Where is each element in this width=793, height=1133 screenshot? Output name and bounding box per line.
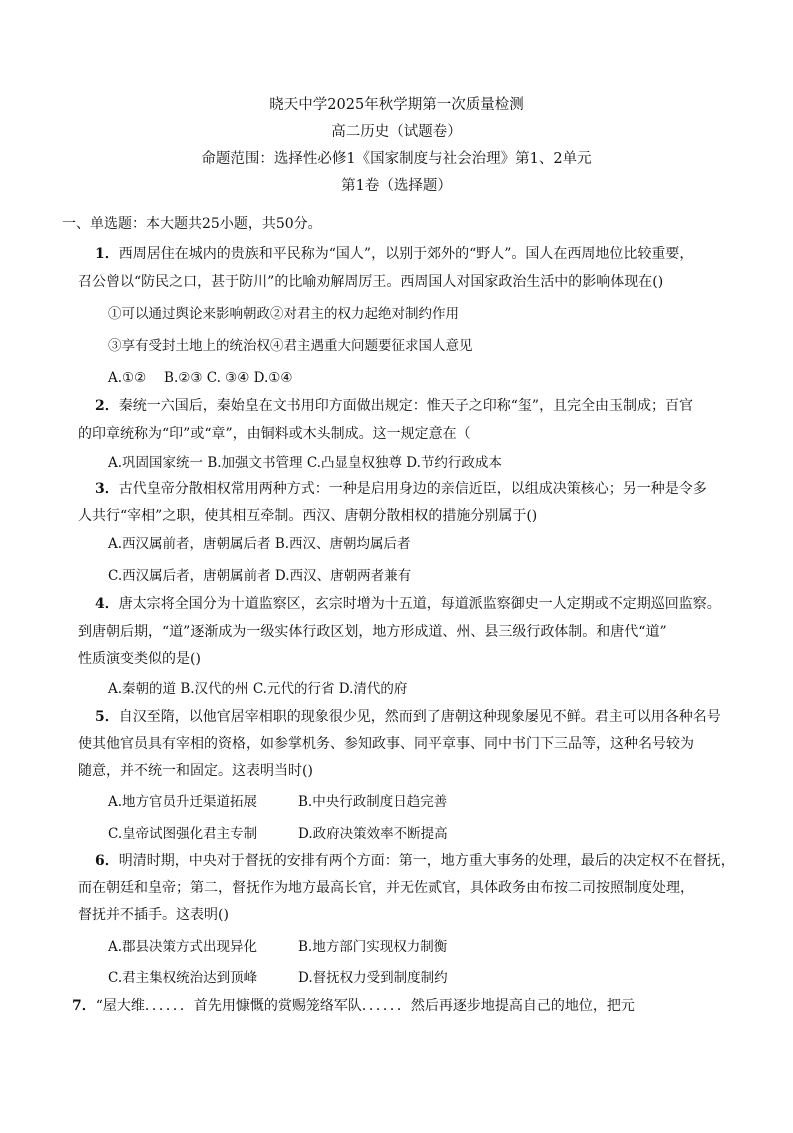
question-6-option-c: C.君主集权统治达到顶峰 <box>108 970 258 986</box>
question-6-option-b: B.地方部门实现权力制衡 <box>298 939 448 955</box>
question-number: 3． <box>95 481 119 497</box>
question-3-line-1: 3．古代皇帝分散相权常用两种方式：一种是启用身边的亲信近臣，以组成决策核心；另一种是令多 <box>95 481 707 497</box>
question-4-line-2: 到唐朝后期，“道”逐渐成为一级实体行政区划，地方形成道、州、县三级行政体制。和唐代“道” <box>78 624 667 640</box>
question-4-line-1: 4．唐太宗将全国分为十道监察区，玄宗时增为十五道，每道派监察御史一人定期或不定期巡回监察。 <box>95 596 721 612</box>
question-6-line-3: 督抚并不插手。这表明() <box>78 907 229 923</box>
question-number: 6． <box>95 853 119 869</box>
question-7-line-1: 7．“屋大维．．．．．．首先用慷慨的赏赐笼络军队．．．．．．然后再逐步地提高自己的地位，把元 <box>72 998 635 1014</box>
section-title: 一、单选题：本大题共25小题，共50分。 <box>62 216 322 232</box>
question-6-option-d: D.督抚权力受到制度制约 <box>298 970 448 986</box>
question-1-statements-1: ①可以通过舆论来影响朝政②对君主的权力起绝对制约作用 <box>108 306 459 322</box>
question-5-option-a: A.地方官员升迁渠道拓展 <box>108 794 258 810</box>
question-number: 7． <box>72 998 96 1014</box>
question-6-line-2: 而在朝廷和皇帝；第二，督抚作为地方最高长官，并无佐贰官，具体政务由布按二司按照制度处理， <box>78 880 694 896</box>
question-6-line-1: 6．明清时期，中央对于督抚的安排有两个方面：第一，地方重大事务的处理，最后的决定权不在督抚， <box>95 853 735 869</box>
question-4-options: A.秦朝的道 B.汉代的州 C.元代的行省 D.清代的府 <box>108 681 408 697</box>
subject-title: 高二历史（试题卷） <box>331 124 462 140</box>
question-number: 5． <box>95 709 119 725</box>
scope-line: 命题范围：选择性必修1《国家制度与社会治理》第1、2单元 <box>201 151 592 167</box>
question-3-line-2: 人共行“宰相”之职，使其相互牵制。西汉、唐朝分散相权的措施分别属于() <box>78 508 538 524</box>
question-5-option-d: D.政府决策效率不断提高 <box>298 826 448 842</box>
question-6-option-a: A.郡县决策方式出现异化 <box>108 939 258 955</box>
question-4-line-3: 性质演变类似的是() <box>78 651 201 667</box>
question-2-options: A.巩固国家统一 B.加强文书管理 C.凸显皇权独尊 D.节约行政成本 <box>108 455 502 471</box>
question-1-line-1: 1．西周居住在城内的贵族和平民称为“国人”，以别于郊外的“野人”。国人在西周地位比较重要， <box>95 246 694 262</box>
question-5-option-c: C.皇帝试图强化君主专制 <box>108 826 258 842</box>
question-5-line-3: 随意，并不统一和固定。这表明当时() <box>78 763 313 779</box>
school-title: 晓天中学2025年秋学期第一次质量检测 <box>269 97 524 113</box>
question-5-line-1: 5．自汉至隋，以他官居宰相职的现象很少见，然而到了唐朝这种现象屡见不鲜。君主可以用各种名号 <box>95 709 721 725</box>
question-3-options-2: C.西汉属后者，唐朝属前者 D.西汉、唐朝两者兼有 <box>108 568 412 584</box>
question-3-options-1: A.西汉属前者，唐朝属后者 B.西汉、唐朝均属后者 <box>108 536 411 552</box>
question-number: 1． <box>95 246 119 262</box>
question-2-line-1: 2．秦统一六国后，秦始皇在文书用印方面做出规定：惟天子之印称“玺”，且完全由玉制成；百官 <box>95 398 694 414</box>
question-number: 2． <box>95 398 119 414</box>
question-5-line-2: 使其他官员具有宰相的资格，如参掌机务、参知政事、同平章事、同中书门下三品等，这种名号较为 <box>78 736 694 752</box>
question-1-line-2: 召公曾以“防民之口，甚于防川”的比喻劝解周厉王。西周国人对国家政治生活中的影响体现在() <box>78 274 664 290</box>
question-1-options: A.①② B.②③ C. ③④ D.①④ <box>108 370 293 386</box>
question-number: 4． <box>95 596 119 612</box>
question-2-line-2: 的印章统称为“印”或“章”，由铜料或木头制成。这一规定意在（ <box>78 426 471 442</box>
volume-title: 第1卷（选择题） <box>341 178 452 194</box>
question-1-statements-2: ③享有受封土地上的统治权④君主遇重大问题要征求国人意见 <box>108 338 473 354</box>
question-5-option-b: B.中央行政制度日趋完善 <box>298 794 448 810</box>
